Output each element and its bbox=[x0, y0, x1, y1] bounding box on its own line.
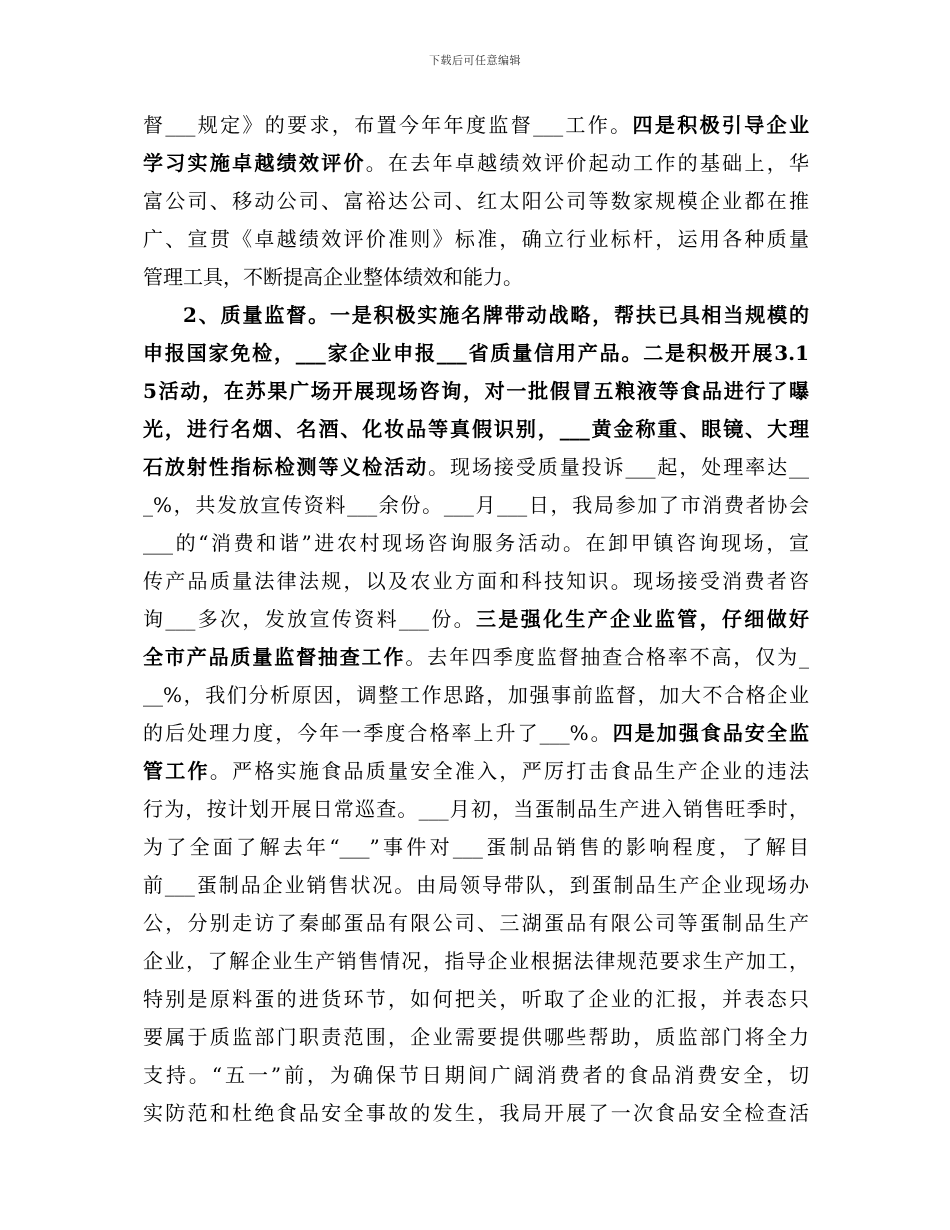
text-line bbox=[143, 296, 809, 334]
text-line bbox=[143, 600, 809, 638]
text-line bbox=[143, 410, 809, 448]
text-segment: 企业，了解企业生产销售情况，指导企业根据法律规范要求生产加工， bbox=[143, 949, 809, 973]
text-segment: 的后处理力度，今年一季度合格率上升了___%。 bbox=[143, 721, 613, 745]
text-segment: 管理工具，不断提高企业整体绩效和能力。 bbox=[143, 265, 523, 289]
text-line bbox=[143, 372, 809, 410]
page-header: 下载后可任意编辑 bbox=[429, 54, 521, 67]
bold-text-segment: 申报国家免检，___家企业申报___省质量信用产品。二是积极开展3.1 bbox=[143, 341, 809, 365]
text-line bbox=[143, 904, 809, 942]
text-segment: _%，共发放宣传资料___余份。___月___日，我局参加了市消费者协会 bbox=[143, 493, 809, 517]
text-line bbox=[143, 106, 809, 144]
text-segment: 前___蛋制品企业销售状况。由局领导带队，到蛋制品生产企业现场办 bbox=[143, 873, 809, 897]
text-line bbox=[143, 448, 809, 486]
text-segment: 支持。“五一”前，为确保节日期间广阔消费者的食品消费安全，切 bbox=[143, 1063, 809, 1087]
text-segment: 行为，按计划开展日常巡查。___月初，当蛋制品生产进入销售旺季时， bbox=[143, 797, 809, 821]
bold-text-segment: 管工作 bbox=[143, 759, 210, 783]
text-line bbox=[143, 1056, 809, 1094]
text-line bbox=[143, 828, 809, 866]
text-line bbox=[143, 562, 809, 600]
text-line bbox=[143, 486, 809, 524]
bold-text-segment: 一是积极实施名牌带动战略，帮扶已具相当规模的 bbox=[329, 303, 809, 327]
text-line bbox=[143, 1094, 809, 1132]
bold-text-segment: 石放射性指标检测等义检活动 bbox=[143, 455, 429, 479]
text-segment: 督___规定》的要求，布置今年年度监督___工作。 bbox=[143, 113, 633, 137]
text-line bbox=[143, 980, 809, 1018]
text-line bbox=[143, 524, 809, 562]
text-segment: __%，我们分析原因，调整工作思路，加强事前监督，加大不合格企业 bbox=[143, 683, 809, 707]
text-segment: 特别是原料蛋的进货环节，如何把关，听取了企业的汇报，并表态只 bbox=[143, 987, 809, 1011]
text-segment: ___的“消费和谐”进农村现场咨询服务活动。在卸甲镇咨询现场，宣 bbox=[143, 531, 809, 555]
text-line bbox=[143, 258, 809, 296]
bold-text-segment: 四是加强食品安全监 bbox=[612, 721, 809, 745]
bold-text-segment: 三是强化生产企业监管，仔细做好 bbox=[476, 607, 809, 631]
text-segment: 。现场接受质量投诉___起，处理率达__ bbox=[428, 455, 810, 479]
text-line bbox=[143, 942, 809, 980]
bold-text-segment: 全市产品质量监督抽查工作 bbox=[143, 645, 406, 669]
text-line bbox=[143, 144, 809, 182]
text-segment: 。去年四季度监督抽查合格率不高，仅为_ bbox=[405, 645, 810, 669]
text-line bbox=[143, 334, 809, 372]
text-segment: 富公司、移动公司、富裕达公司、红太阳公司等数家规模企业都在推 bbox=[143, 189, 809, 213]
text-segment: 。严格实施食品质量安全准入，严厉打击食品生产企业的违法 bbox=[209, 759, 810, 783]
text-line bbox=[143, 1018, 809, 1056]
text-line bbox=[143, 866, 809, 904]
bold-text-segment: 学习实施卓越绩效评价 bbox=[143, 151, 366, 175]
text-segment: 询___多次，发放宣传资料___份。 bbox=[143, 607, 476, 631]
text-segment: 公，分别走访了秦邮蛋品有限公司、三湖蛋品有限公司等蛋制品生产 bbox=[143, 911, 809, 935]
document-body bbox=[143, 106, 809, 1132]
text-segment: 。在去年卓越绩效评价起动工作的基础上，华 bbox=[365, 151, 810, 175]
text-segment: 实防范和杜绝食品安全事故的发生，我局开展了一次食品安全检查活 bbox=[143, 1101, 809, 1125]
text-segment: 要属于质监部门职责范围，企业需要提供哪些帮助，质监部门将全力 bbox=[143, 1025, 809, 1049]
text-line bbox=[143, 676, 809, 714]
text-line bbox=[143, 220, 809, 258]
bold-text-segment: 2、质量监督。 bbox=[183, 303, 330, 327]
bold-text-segment: 光，进行名烟、名酒、化妆品等真假识别，___黄金称重、眼镜、大理 bbox=[143, 417, 809, 441]
text-segment: 广、宣贯《卓越绩效评价准则》标准，确立行业标杆，运用各种质量 bbox=[143, 227, 809, 251]
text-line bbox=[143, 638, 809, 676]
text-segment: 为了全面了解去年“___”事件对___蛋制品销售的影响程度，了解目 bbox=[143, 835, 809, 859]
text-line bbox=[143, 182, 809, 220]
text-line bbox=[143, 790, 809, 828]
bold-text-segment: 5活动，在苏果广场开展现场咨询，对一批假冒五粮液等食品进行了曝 bbox=[143, 379, 809, 403]
text-segment: 传产品质量法律法规，以及农业方面和科技知识。现场接受消费者咨 bbox=[143, 569, 809, 593]
text-line bbox=[143, 752, 809, 790]
bold-text-segment: 四是积极引导企业 bbox=[632, 113, 810, 137]
text-line bbox=[143, 714, 809, 752]
